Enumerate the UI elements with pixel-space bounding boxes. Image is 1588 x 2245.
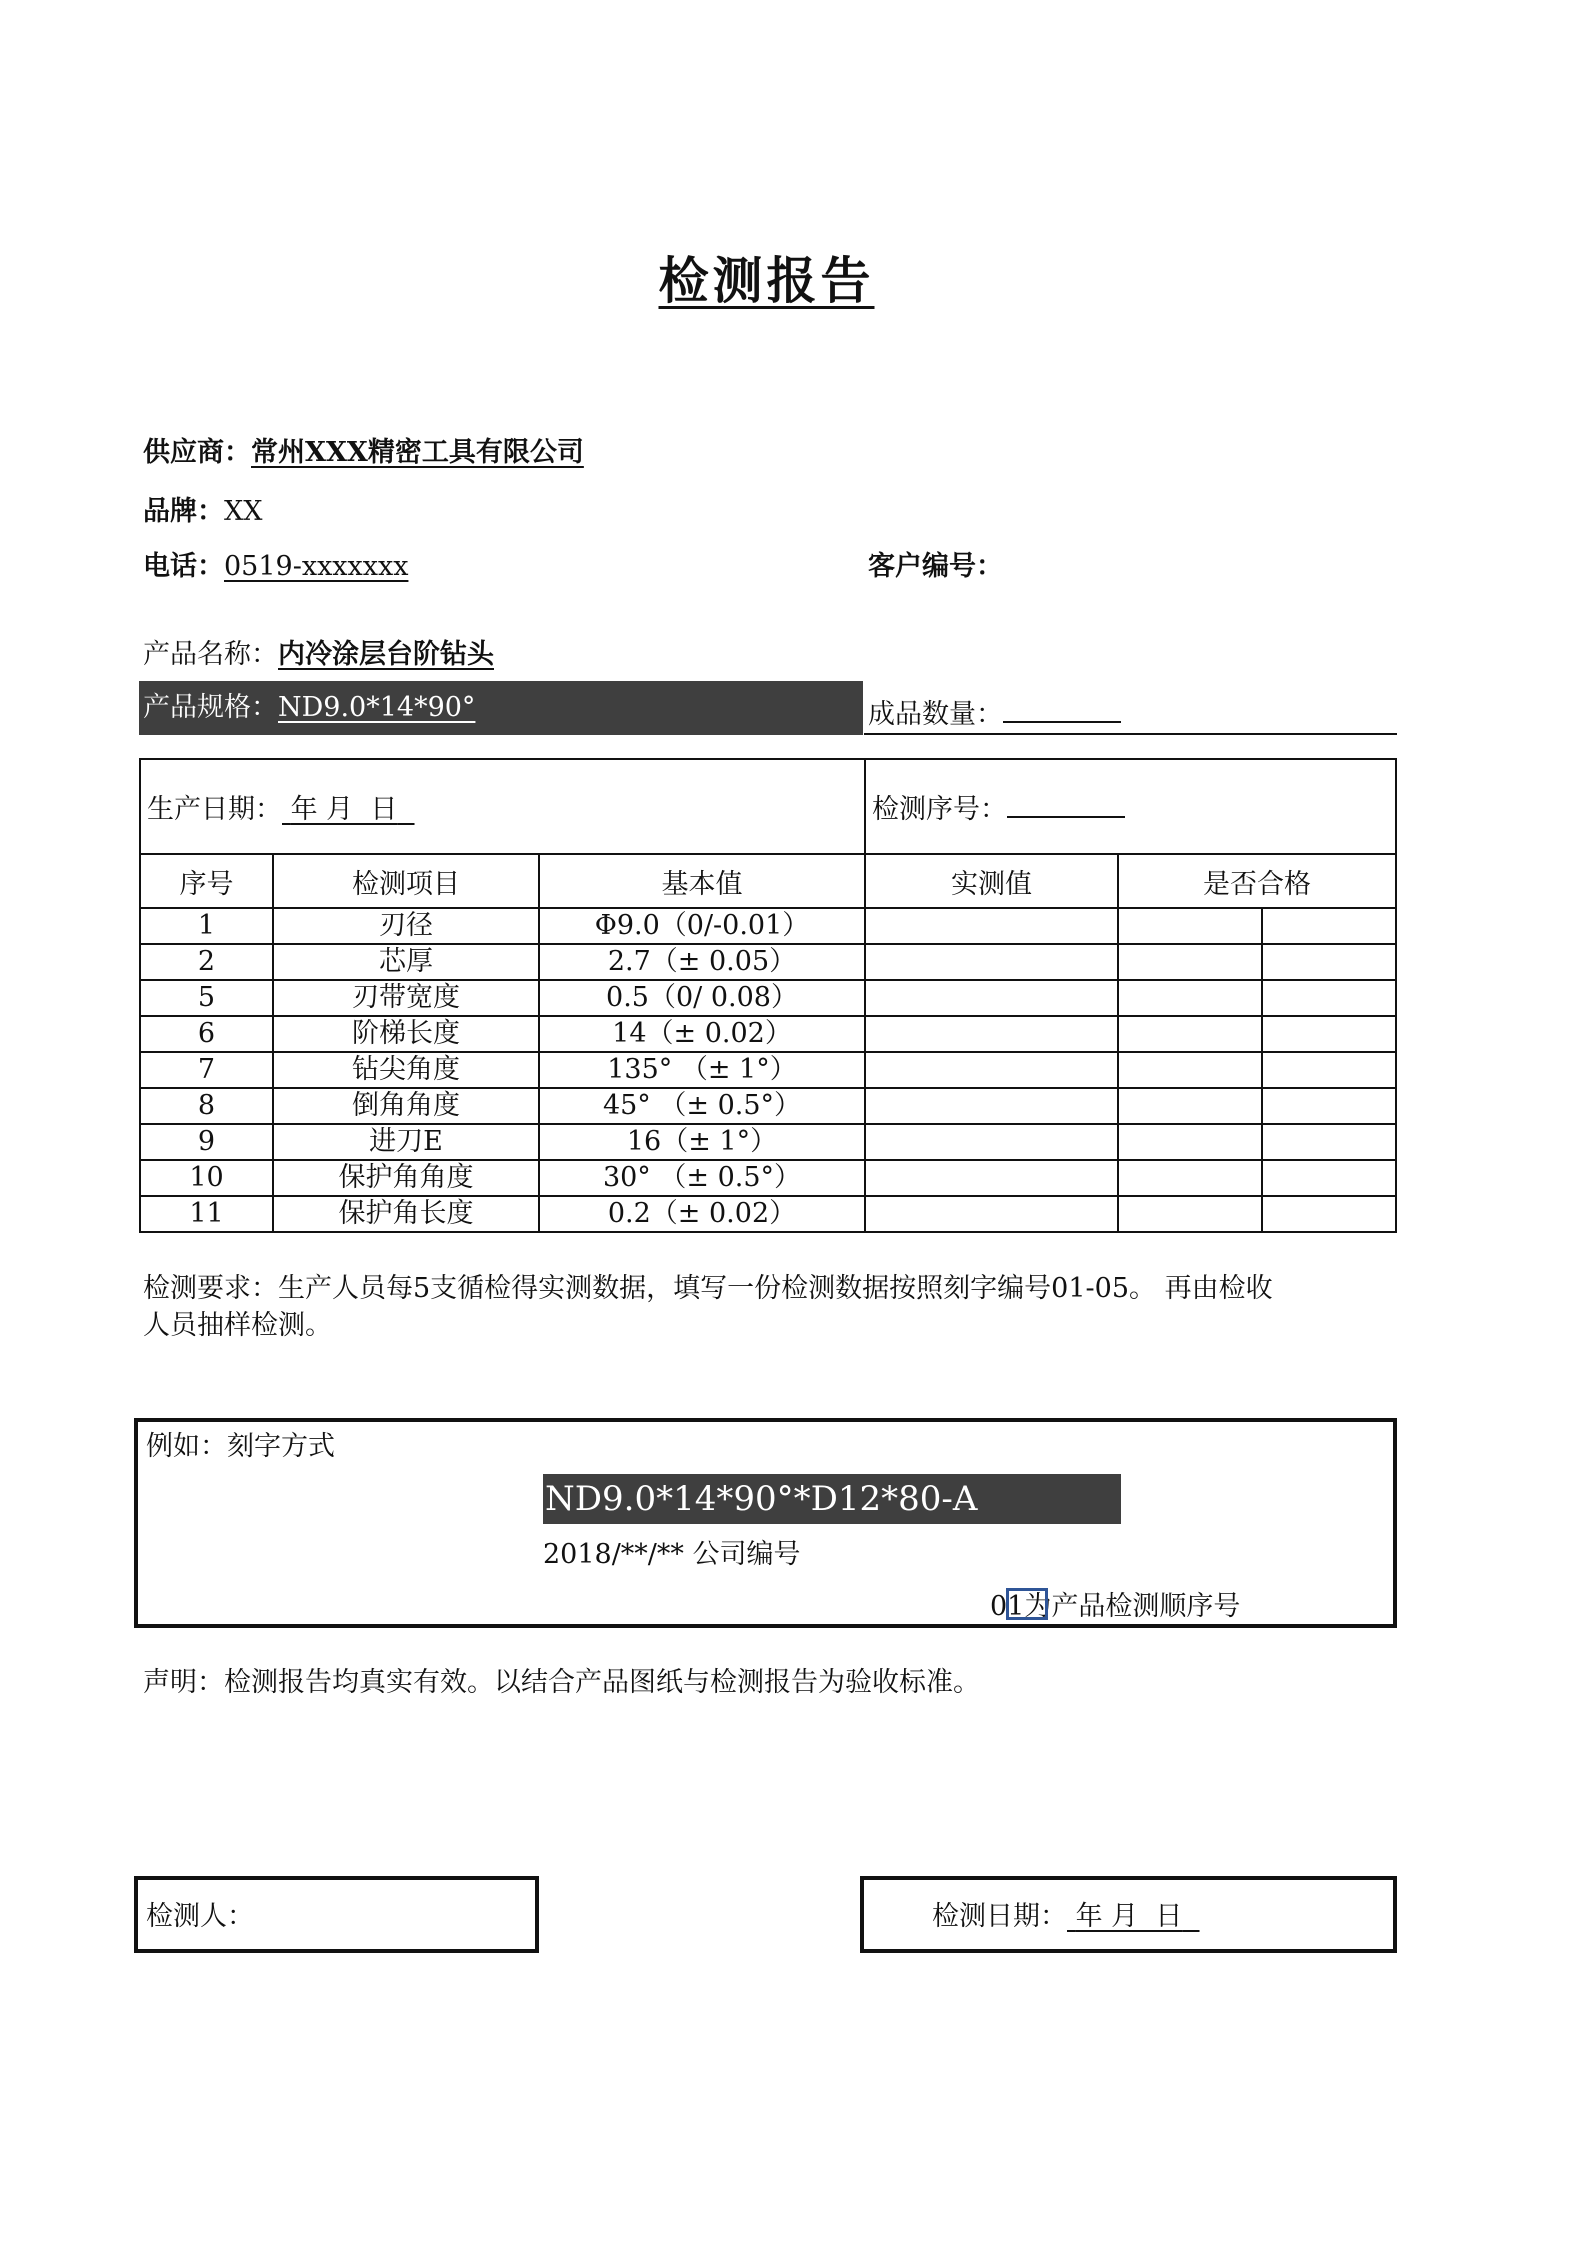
row-fail[interactable]: [1262, 1088, 1396, 1124]
row-no: 7: [140, 1052, 273, 1088]
col-header-item: 检测项目: [273, 854, 539, 908]
production-date-cell: [140, 759, 865, 854]
row-pass[interactable]: [1118, 1196, 1262, 1232]
row-measured[interactable]: [865, 1196, 1118, 1232]
example-seq-desc: 为产品检测顺序号: [1024, 1591, 1241, 1622]
table-row: [140, 1124, 1396, 1160]
product-name-row: [143, 638, 494, 672]
row-pass[interactable]: [1118, 1160, 1262, 1196]
inspection-date-row: [932, 1900, 1200, 1934]
engraving-text: ND9.0*14*90°*D12*80-A: [545, 1479, 978, 1519]
brand-label: 品牌：: [143, 496, 224, 527]
inspection-seq-label: 检测序号：: [872, 794, 1007, 825]
table-row: [140, 1016, 1396, 1052]
row-measured[interactable]: [865, 1088, 1118, 1124]
table-row: [140, 1052, 1396, 1088]
example-seq-no: 01: [990, 1591, 1025, 1622]
inspection-date-value: 年 月 日: [1075, 1901, 1183, 1932]
row-fail[interactable]: [1262, 1052, 1396, 1088]
table-row: [140, 944, 1396, 980]
row-base: Φ9.0（0/-0.01）: [539, 908, 865, 944]
row-base: 135° （± 1°）: [539, 1052, 865, 1088]
row-item: 芯厚: [273, 944, 539, 980]
inspector-label: 检测人：: [146, 1901, 254, 1932]
row-pass[interactable]: [1118, 1124, 1262, 1160]
row-fail[interactable]: [1262, 908, 1396, 944]
row-fail[interactable]: [1262, 1016, 1396, 1052]
finished-qty-label: 成品数量：: [868, 699, 1003, 730]
row-measured[interactable]: [865, 980, 1118, 1016]
inspection-seq-blank[interactable]: [1007, 788, 1125, 818]
row-item: 钻尖角度: [273, 1052, 539, 1088]
row-pass[interactable]: [1118, 1088, 1262, 1124]
page-title: 检测报告: [658, 251, 875, 310]
row-measured[interactable]: [865, 944, 1118, 980]
row-measured[interactable]: [865, 1052, 1118, 1088]
col-header-measured: 实测值: [865, 854, 1118, 908]
row-no: 6: [140, 1016, 273, 1052]
brand-row: [143, 495, 262, 529]
row-base: 2.7（± 0.05）: [539, 944, 865, 980]
table-meta-row: [140, 759, 1396, 854]
inspection-date-box: [860, 1876, 1397, 1953]
row-pass[interactable]: [1118, 980, 1262, 1016]
table-row: [140, 980, 1396, 1016]
product-spec-bar: [139, 681, 863, 735]
row-base: 14（± 0.02）: [539, 1016, 865, 1052]
row-item: 阶梯长度: [273, 1016, 539, 1052]
brand-value: XX: [224, 496, 263, 527]
row-no: 9: [140, 1124, 273, 1160]
row-fail[interactable]: [1262, 1196, 1396, 1232]
engraving-bar: [543, 1474, 1121, 1524]
declaration-text: 声明：检测报告均真实有效。以结合产品图纸与检测报告为验收标准。: [143, 1667, 980, 1698]
row-no: 11: [140, 1196, 273, 1232]
row-base: 0.5（0/ 0.08）: [539, 980, 865, 1016]
phone-label: 电话：: [143, 551, 224, 582]
table-row: [140, 1196, 1396, 1232]
table-row: [140, 908, 1396, 944]
row-pass[interactable]: [1118, 1016, 1262, 1052]
row-fail[interactable]: [1262, 944, 1396, 980]
divider: [864, 733, 1397, 735]
product-spec-value: ND9.0*14*90°: [278, 692, 476, 723]
row-base: 16（± 1°）: [539, 1124, 865, 1160]
col-header-pass: 是否合格: [1118, 854, 1396, 908]
row-item: 保护角长度: [273, 1196, 539, 1232]
example-date-company: 2018/**/** 公司编号: [543, 1539, 801, 1570]
row-base: 45° （± 0.5°）: [539, 1088, 865, 1124]
table-row: [140, 1088, 1396, 1124]
row-pass[interactable]: [1118, 1052, 1262, 1088]
row-item: 保护角角度: [273, 1160, 539, 1196]
supplier-label: 供应商：: [143, 437, 251, 468]
example-box: [134, 1418, 1397, 1628]
product-spec-label: 产品规格：: [143, 692, 278, 723]
example-label: 例如：刻字方式: [146, 1431, 335, 1462]
phone-row: [143, 550, 408, 584]
inspection-date-label: 检测日期：: [932, 1901, 1067, 1932]
supplier-row: [143, 436, 584, 470]
product-name-label: 产品名称：: [143, 639, 278, 670]
row-fail[interactable]: [1262, 1124, 1396, 1160]
inspector-box: [134, 1876, 539, 1953]
row-item: 进刀E: [273, 1124, 539, 1160]
col-header-base: 基本值: [539, 854, 865, 908]
row-no: 1: [140, 908, 273, 944]
requirement-line-2: 人员抽样检测。: [143, 1310, 332, 1341]
row-item: 倒角角度: [273, 1088, 539, 1124]
row-no: 10: [140, 1160, 273, 1196]
phone-value: 0519-xxxxxxx: [224, 551, 409, 582]
row-pass[interactable]: [1118, 944, 1262, 980]
production-date-label: 生产日期：: [147, 794, 282, 825]
table-header-row: [140, 854, 1396, 908]
customer-no-label: 客户编号：: [868, 551, 1003, 582]
row-base: 0.2（± 0.02）: [539, 1196, 865, 1232]
requirement-line-1: 检测要求：生产人员每5支循检得实测数据，填写一份检测数据按照刻字编号01-05。 再由检收: [143, 1273, 1273, 1304]
row-measured[interactable]: [865, 1016, 1118, 1052]
row-fail[interactable]: [1262, 980, 1396, 1016]
inspection-seq-cell: [865, 759, 1396, 854]
inspection-table: [139, 758, 1397, 1233]
finished-qty-blank[interactable]: [1003, 693, 1121, 723]
row-pass[interactable]: [1118, 908, 1262, 944]
row-fail[interactable]: [1262, 1160, 1396, 1196]
row-no: 5: [140, 980, 273, 1016]
col-header-no: 序号: [140, 854, 273, 908]
row-no: 2: [140, 944, 273, 980]
row-base: 30° （± 0.5°）: [539, 1160, 865, 1196]
product-name-value: 内冷涂层台阶钻头: [278, 639, 494, 670]
row-measured[interactable]: [865, 1124, 1118, 1160]
row-measured[interactable]: [865, 908, 1118, 944]
table-row: [140, 1160, 1396, 1196]
row-no: 8: [140, 1088, 273, 1124]
row-measured[interactable]: [865, 1160, 1118, 1196]
row-item: 刃径: [273, 908, 539, 944]
production-date-value: 年 月 日: [290, 794, 398, 825]
row-item: 刃带宽度: [273, 980, 539, 1016]
supplier-value: 常州XXX精密工具有限公司: [251, 437, 584, 468]
selected-cell-indicator[interactable]: [1006, 1588, 1048, 1620]
finished-qty-row: [868, 693, 1121, 732]
